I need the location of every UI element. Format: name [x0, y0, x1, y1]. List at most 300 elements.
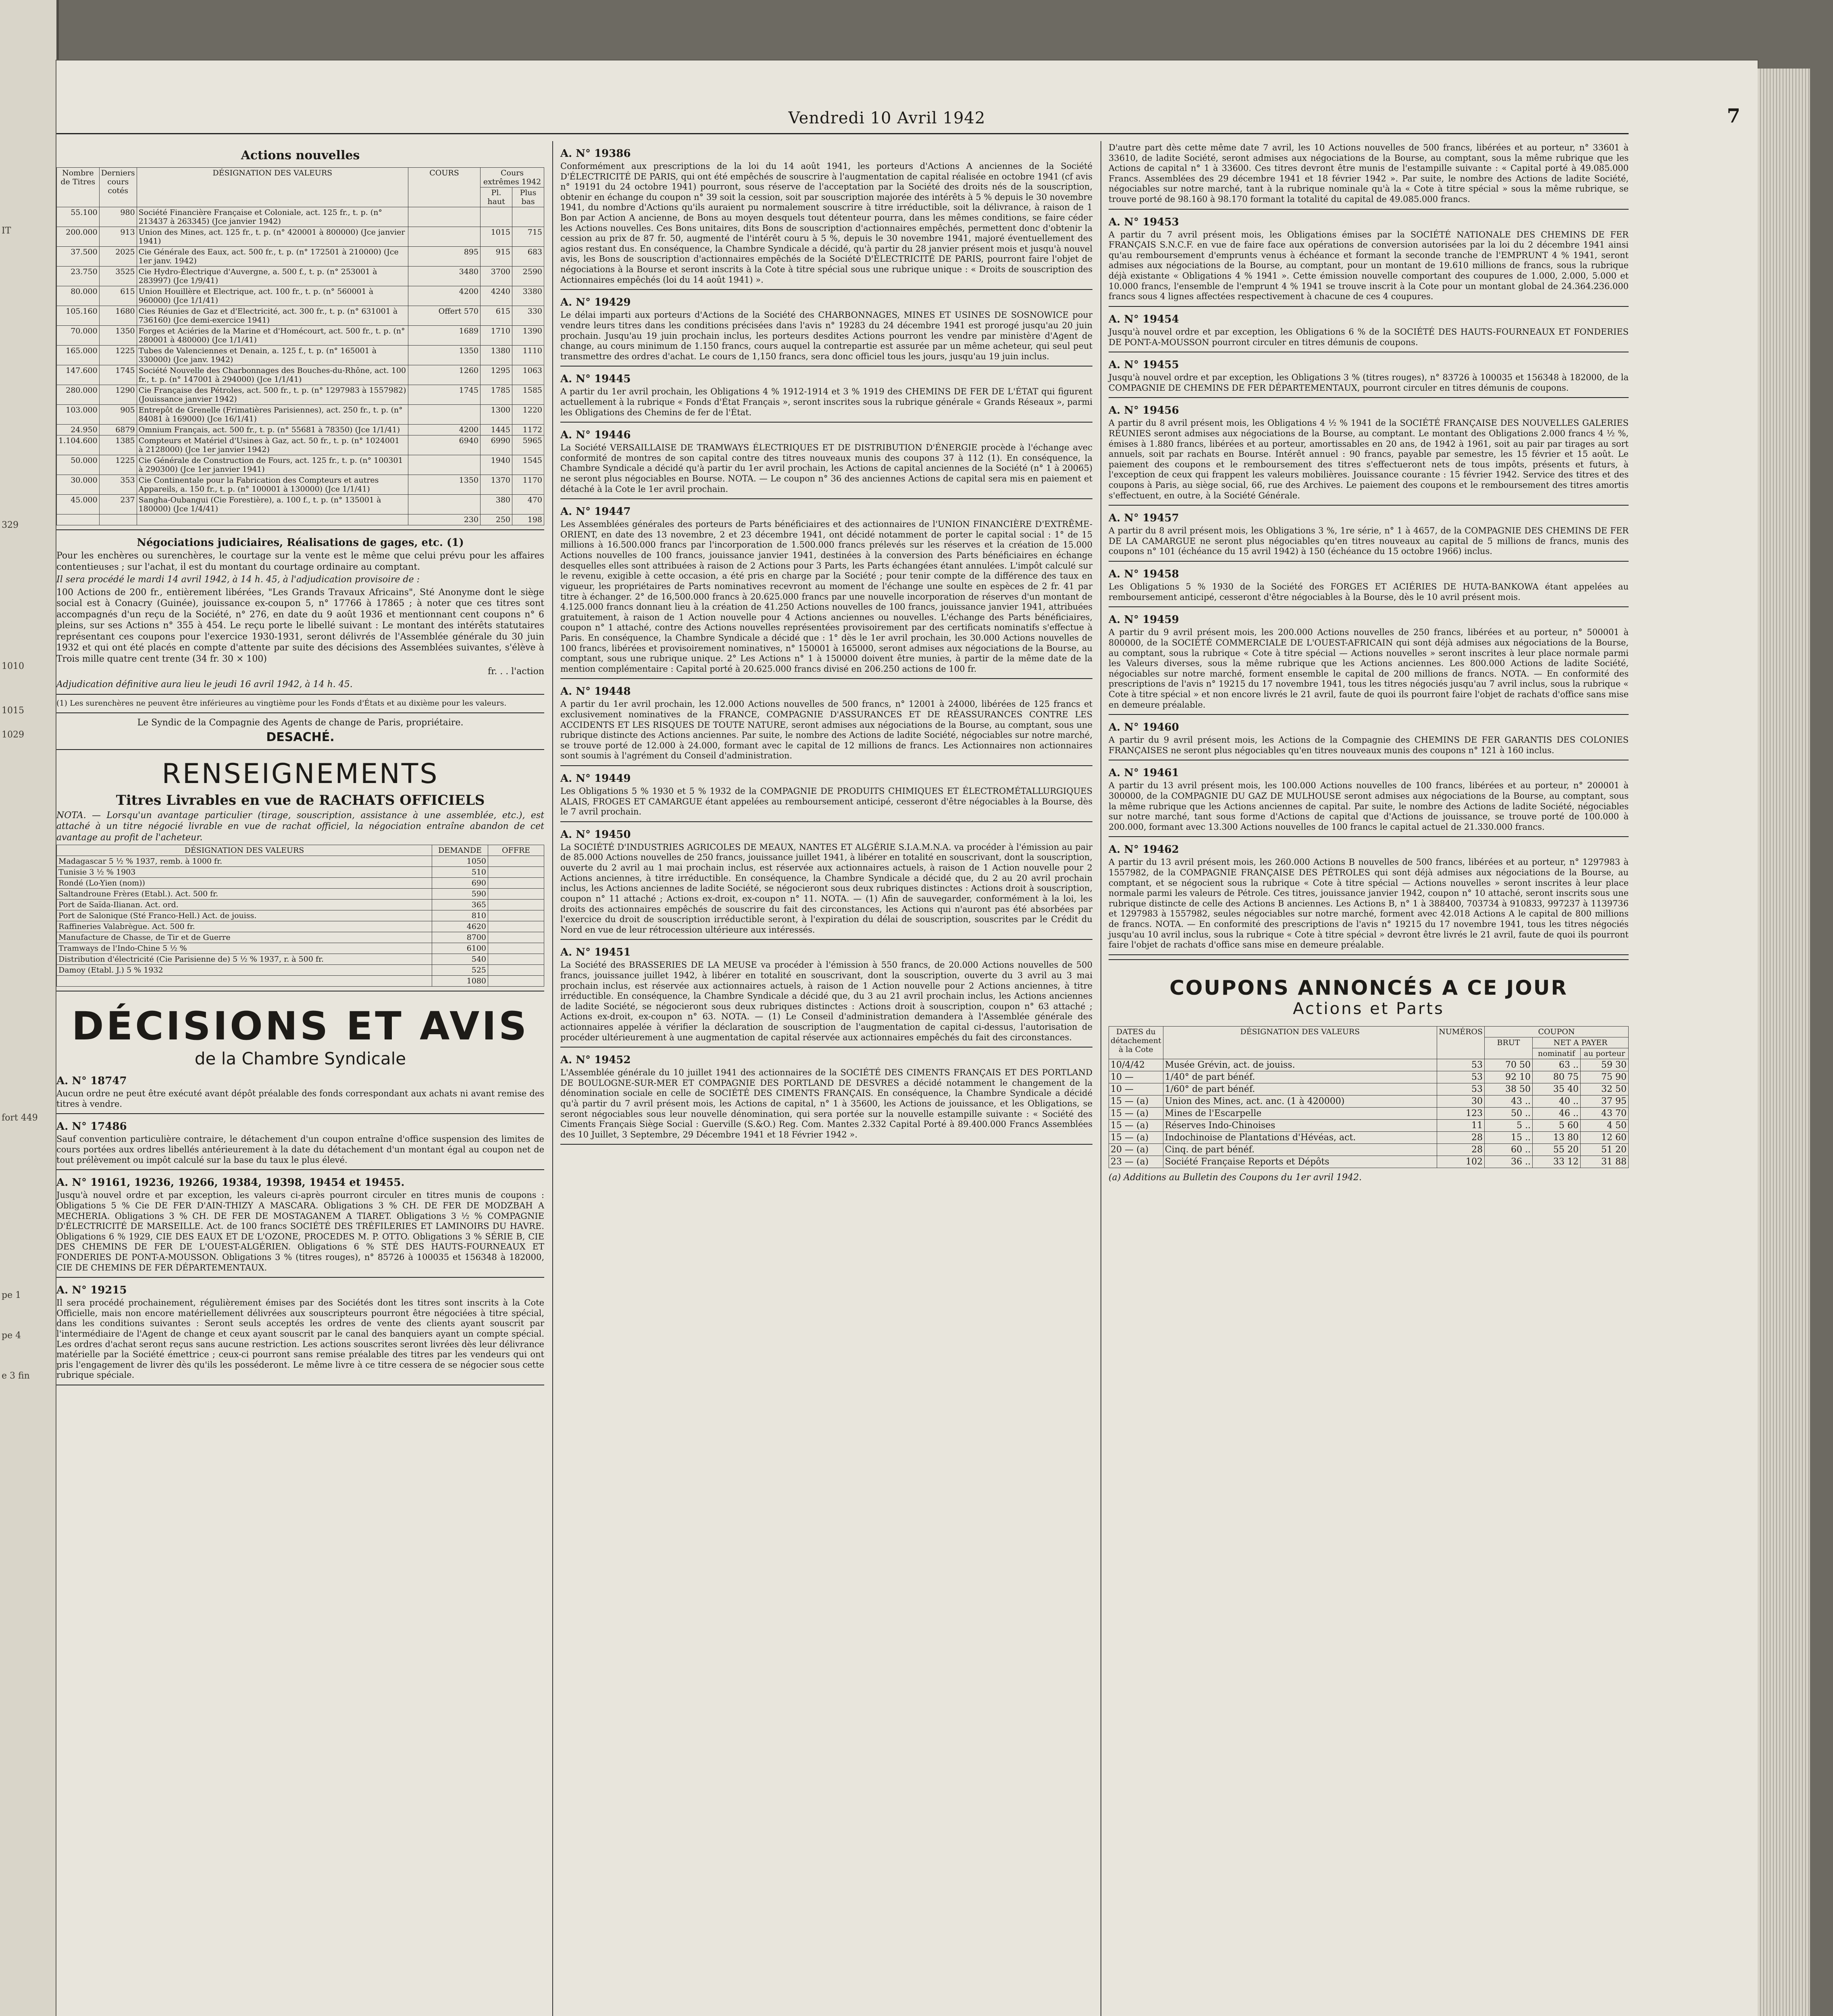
cell-titres [57, 514, 100, 525]
cell-bas: 1172 [512, 425, 544, 435]
table-row [57, 267, 544, 286]
cell-derniers: 1745 [99, 365, 137, 385]
cell-porteur: 75 90 [1581, 1071, 1629, 1083]
divider [560, 366, 1092, 367]
cell-titres: 105.160 [57, 306, 100, 326]
cell-derniers: 353 [99, 475, 137, 495]
cell-bas: 1063 [512, 365, 544, 385]
cell-derniers: 615 [99, 286, 137, 306]
cell-designation [137, 514, 408, 525]
cell-brut: 70 50 [1485, 1059, 1533, 1071]
cell-derniers: 1385 [99, 435, 137, 455]
table-row [57, 326, 544, 346]
notice-number: A. N° 19456 [1109, 404, 1179, 417]
table-row [1109, 1071, 1629, 1083]
left-page-fragment: pe 4 [2, 1331, 21, 1341]
cell-bas: 683 [512, 247, 544, 267]
col-header: NET A PAYER [1533, 1037, 1629, 1048]
notice-text: Jusqu'à nouvel ordre et par exception, les valeurs ci-après pourront circuler en titres munis de coupons : Obligations 5 % Cie DE FER D'AIN-THIZY A MASCARA. Obligations 3 % CH. DE FER DE MODZBAH A MECHERIA. Obligations 3 % CH. DE FER DE MOSTAGANEM A TIARET. Obligations 3 ½ % COMPAGNIE D'ÉLECTRICITÉ DE MARSEILLE. Act. de 100 francs SOCIÉTÉ DES TRÉFILERIES ET LAMINOIRS DU HAVRE. Obligations 6 % 1929, CIE DES EAUX ET DE L'OZONE, PROCEDES M. P. OTTO. Obligations 3 % SÉRIE B, CIE DES CHEMINS DE FER DE L'OUEST-ALGÉRIEN. Obligations 6 % STÉ DES HAUTS-FOURNEAUX ET FONDERIES DE PONT-A-MOUSSON. Obligations 3 % (titres rouges), n° 85726 à 100035 et 156348 à 182000, CIE DE CHEMINS DE FER DÉPARTEMENTAUX. [56, 1190, 544, 1272]
notice-text: A partir du 13 avril présent mois, les 260.000 Actions B nouvelles de 500 francs, libérées et au porteur, n° 1297983 à 1557982, de la COMPAGNIE FRANÇAISE DES PÉTROLES qui sont déjà admises aux négociations de la Bourse, au comptant, et se négocient sous la rubrique « Cote à titre spécial — Actions nouvelles » seront inscrites à leur place normale parmi les valeurs de Pétrole. Ces titres, jouissance janvier 1942, coupon n° 10 attaché, seront inscrits sous une rubrique distincte de celle des Actions B anciennes. Les Actions B, n° 1 à 388400, 703734 à 910833, 997237 à 1139736 et 1297983 à 1557982, seules négociables sur notre marché, forment avec 42.018 Actions A le capital de 800 millions de francs. NOTA. — En conformité des prescriptions de l'avis n° 19215 du 17 novembre 1941, tous les titres négociés jusqu'au 10 avril inclus, sous la rubrique « Cote à titre spécial » devront être livrés le 21 avril, faute de quoi ils pourront faire l'objet de rachats d'office sans mise en demeure préalable. [1109, 857, 1629, 950]
notice-number: A. N° 19161, 19236, 19266, 19384, 19398, 19454 et 19455. [56, 1177, 405, 1189]
column-3 [1109, 141, 1629, 1185]
notice [1109, 216, 1629, 307]
notice [1109, 143, 1629, 210]
left-page-fragment: pe 1 [2, 1290, 21, 1300]
cell-designation: Tunisie 3 ½ % 1903 [57, 867, 432, 878]
table-row [1109, 1083, 1629, 1095]
cell-bas: 5965 [512, 435, 544, 455]
table-row [57, 227, 544, 247]
cell-haut [481, 207, 512, 227]
cell-designation: Musée Grévin, act. de jouiss. [1163, 1059, 1437, 1071]
cell-titres: 70.000 [57, 326, 100, 346]
col-header: Derniers cours cotés [99, 168, 137, 207]
cell-nominatif: 13 80 [1533, 1131, 1581, 1143]
cell-designation: Société Financière Française et Coloniale, act. 125 fr., t. p. (n° 213437 à 263345) (Jce janvier 1942) [137, 207, 408, 227]
notice-text: A partir du 13 avril présent mois, les 100.000 Actions nouvelles de 100 francs, libérées et au porteur, n° 200001 à 300000, de la COMPAGNIE DU GAZ DE MULHOUSE seront admises aux négociations de la Bourse, au comptant, sous la même rubrique que les Actions anciennes de capital. Par suite, le nombre des Actions de ladite Société, négociables sur notre marché, tant sous forme d'Actions de capital que d'Actions de jouissance, se trouve porté de 100.000 à 200.000, formant avec 13.300 Actions nouvelles de 100 francs le capital actuel de 21.330.000 francs. [1109, 781, 1629, 832]
divider [560, 289, 1092, 290]
cell-porteur: 12 60 [1581, 1131, 1629, 1143]
cell-nominatif: 35 40 [1533, 1083, 1581, 1095]
cell-offre [488, 976, 544, 987]
column-1 [56, 141, 544, 1389]
table-row [57, 435, 544, 455]
cell-demande: 810 [432, 910, 488, 921]
cell-date: 15 — (a) [1109, 1095, 1163, 1107]
cell-titres: 200.000 [57, 227, 100, 247]
cell-demande: 690 [432, 878, 488, 889]
cell-haut: 6990 [481, 435, 512, 455]
table-row [57, 346, 544, 365]
cell-numero: 28 [1437, 1143, 1485, 1156]
table-row [57, 495, 544, 514]
cell-cours: 4200 [408, 286, 481, 306]
table-row [57, 286, 544, 306]
cell-titres: 37.500 [57, 247, 100, 267]
cell-brut: 15 .. [1485, 1131, 1533, 1143]
notice [1109, 404, 1629, 506]
cell-titres: 24.950 [57, 425, 100, 435]
cell-haut: 1295 [481, 365, 512, 385]
notice [1109, 359, 1629, 398]
cell-derniers: 905 [99, 405, 137, 425]
table-row [57, 475, 544, 495]
cell-brut: 38 50 [1485, 1083, 1533, 1095]
col-header: Nombre de Titres [57, 168, 100, 207]
renseignements-subtitle: Titres Livrables en vue de RACHATS OFFICIELS [116, 792, 485, 808]
table-row [1109, 1095, 1629, 1107]
notice-text: A partir du 1er avril prochain, les 12.000 Actions nouvelles de 500 francs, n° 12001 à 24000, libérées de 125 francs et exclusivement nominatives de la FRANCE, COMPAGNIE D'ASSURANCES ET DE RÉASSURANCES CONTRE LES ACCIDENTS ET LES RISQUES DE TOUTE NATURE, seront admises aux négociations de la Bourse, au comptant, sous une rubrique distincte des Actions anciennes. Par suite, le nombre des Actions de ladite Société, négociables sur notre marché, se trouve porté de 12.000 à 24.000, formant avec le capital de 12 millions de francs. Les Actionnaires non actionnaires sont soumis à l'agrément du Conseil d'administration. [560, 699, 1092, 761]
divider [1109, 836, 1629, 837]
cell-haut: 1015 [481, 227, 512, 247]
table-row [57, 867, 544, 878]
actions-nouvelles-table [56, 167, 544, 525]
table-row [57, 954, 544, 965]
notice-number: A. N° 19462 [1109, 843, 1179, 856]
divider [560, 422, 1092, 423]
cell-nominatif: 33 12 [1533, 1156, 1581, 1168]
cell-designation: Cie Française des Pétroles, act. 500 fr., t. p. (n° 1297983 à 1557982) (Jouissance janvier 1942) [137, 385, 408, 405]
cell-designation: 1/40° de part bénéf. [1163, 1071, 1437, 1083]
notice-text: A partir du 9 avril présent mois, les Actions de la Compagnie des CHEMINS DE FER GARANTIS DES COLONIES FRANÇAISES ne seront plus négociables qu'en titres nouveaux munis des coupons n° 121 à 160 inclus. [1109, 735, 1629, 755]
cell-cours [408, 405, 481, 425]
notice [1109, 767, 1629, 837]
cell-derniers: 1350 [99, 326, 137, 346]
cell-demande: 4620 [432, 921, 488, 932]
notice-number: A. N° 19454 [1109, 313, 1179, 325]
cell-titres: 147.600 [57, 365, 100, 385]
divider [56, 1169, 544, 1170]
cell-designation [57, 976, 432, 987]
col-header: nominatif [1533, 1048, 1581, 1059]
signature: DESACHÉ. [266, 730, 335, 745]
table-row [1109, 1156, 1629, 1168]
table-row [57, 965, 544, 976]
negociations-price: fr. . . l'action [487, 666, 544, 677]
cell-bas: 715 [512, 227, 544, 247]
notice-text: D'autre part dès cette même date 7 avril, les 10 Actions nouvelles de 500 francs, libérées et au porteur, n° 33601 à 33610, de ladite Société, seront admises aux négociations de la Bourse, au comptant, sous la même rubrique que les Actions de capital n° 1 à 33600. Ces titres devront être munis de l'estampille suivante : « Capital porté à 49.085.000 Francs. Assemblées des 29 décembre 1941 et 18 février 1942 ». Par suite, le nombre des Actions de ladite Société, négociables sur notre marché, tant à la rubrique nominale qu'à la « Cote à titre spécial » sous la même rubrique, se trouve porté de 98.160 à 98.170 formant la totalité du capital de 49.085.000 francs. [1109, 143, 1629, 204]
table-row [57, 455, 544, 475]
table-row [57, 976, 544, 987]
cell-bas: 330 [512, 306, 544, 326]
cell-designation: Forges et Aciéries de la Marine et d'Homécourt, act. 500 fr., t. p. (n° 280001 à 480000) (Jce 1/1/41) [137, 326, 408, 346]
cell-derniers: 1225 [99, 455, 137, 475]
notice-number: A. N° 19450 [560, 828, 631, 841]
notice-number: A. N° 19459 [1109, 614, 1179, 626]
notice [1109, 512, 1629, 562]
divider [56, 749, 544, 750]
rachats-table [56, 845, 544, 987]
notice [560, 829, 1092, 940]
left-page-fragment: 1010 [2, 661, 24, 671]
cell-porteur: 4 50 [1581, 1119, 1629, 1131]
cell-designation: Entrepôt de Grenelle (Frimatières Parisiennes), act. 250 fr., t. p. (n° 84081 à 169000) (Jce 16/1/41) [137, 405, 408, 425]
actions-nouvelles-title: Actions nouvelles [241, 148, 360, 162]
cell-numero: 102 [1437, 1156, 1485, 1168]
divider [1109, 606, 1629, 607]
left-page-fragment: 1029 [2, 730, 24, 740]
cell-demande: 1050 [432, 856, 488, 867]
notice [560, 1054, 1092, 1145]
notice [1109, 313, 1629, 352]
notice-number: A. N° 19215 [56, 1284, 127, 1297]
coupons-subtitle: Actions et Parts [1293, 999, 1444, 1018]
cell-designation: Cie Générale des Eaux, act. 500 fr., t. p. (n° 172501 à 210000) (Jce 1er janv. 1942) [137, 247, 408, 267]
cell-haut: 4240 [481, 286, 512, 306]
table-row [57, 405, 544, 425]
table-row [57, 856, 544, 867]
divider [56, 712, 544, 713]
cell-porteur: 31 88 [1581, 1156, 1629, 1168]
page-edges [1758, 69, 1810, 2016]
cell-haut: 1940 [481, 455, 512, 475]
notice [1109, 614, 1629, 715]
notice [1109, 568, 1629, 607]
left-page-fragment: fort 449 [2, 1113, 38, 1123]
cell-porteur: 43 70 [1581, 1107, 1629, 1119]
cell-titres: 30.000 [57, 475, 100, 495]
table-row [57, 514, 544, 525]
cell-titres: 55.100 [57, 207, 100, 227]
cell-derniers: 913 [99, 227, 137, 247]
cell-derniers [99, 514, 137, 525]
divider [1109, 959, 1629, 960]
cell-date: 10/4/42 [1109, 1059, 1163, 1071]
col-header: au porteur [1581, 1048, 1629, 1059]
cell-bas: 1585 [512, 385, 544, 405]
cell-designation: Saltandroune Frères (Etabl.). Act. 500 fr. [57, 889, 432, 900]
coupons-footnote: (a) Additions au Bulletin des Coupons du 1er avril 1942. [1109, 1172, 1362, 1183]
cell-nominatif: 46 .. [1533, 1107, 1581, 1119]
notice-number: A. N° 19446 [560, 429, 631, 442]
notice-number: A. N° 18747 [56, 1075, 127, 1087]
cell-designation: Cinq. de part bénéf. [1163, 1143, 1437, 1156]
table-row [1109, 1119, 1629, 1131]
cell-derniers: 2025 [99, 247, 137, 267]
divider [56, 529, 544, 530]
column-2 [560, 141, 1092, 1149]
notice [56, 1120, 544, 1170]
left-page-fragment: IT [2, 226, 11, 236]
cell-brut: 5 .. [1485, 1119, 1533, 1131]
cell-date: 23 — (a) [1109, 1156, 1163, 1168]
divider [560, 1047, 1092, 1048]
cell-cours: 6940 [408, 435, 481, 455]
cell-numero: 11 [1437, 1119, 1485, 1131]
cell-designation: Cies Réunies de Gaz et d'Electricité, act. 300 fr., t. p. (n° 631001 à 736160) (Jce demi-exercice 1941) [137, 306, 408, 326]
cell-nominatif: 5 60 [1533, 1119, 1581, 1131]
notice-text: A partir du 1er avril prochain, les Obligations 4 % 1912-1914 et 3 % 1919 des CHEMINS DE FER DE L'ÉTAT qui figurent actuellement à la rubrique « Fonds d'État Français », seront inscrites sous la rubrique générale « Grands Réseaux », parmi les Obligations des Chemins de fer de l'État. [560, 387, 1092, 417]
cell-cours: 1260 [408, 365, 481, 385]
divider [56, 1113, 544, 1114]
cell-demande: 1080 [432, 976, 488, 987]
cell-brut: 60 .. [1485, 1143, 1533, 1156]
cell-numero: 53 [1437, 1083, 1485, 1095]
divider [560, 939, 1092, 940]
cell-haut: 380 [481, 495, 512, 514]
cell-bas [512, 207, 544, 227]
cell-designation: Réserves Indo-Chinoises [1163, 1119, 1437, 1131]
notice-number: A. N° 19451 [560, 946, 631, 959]
cell-demande: 510 [432, 867, 488, 878]
col-header: BRUT [1485, 1037, 1533, 1059]
cell-offre [488, 932, 544, 943]
notice-text: La Société des BRASSERIES DE LA MEUSE va procéder à l'émission à 550 francs, de 20.000 Actions nouvelles de 500 francs, jouissance juillet 1942, à libérer en totalité en souscrivant, dont la souscription, ouverte du 3 avril au 3 mai prochain inclus, est réservée aux actionnaires actuels, à raison de 1 Action nouvelle pour 2 Actions anciennes, à titre irréductible. En conséquence, la Chambre Syndicale a décidé que, du 3 au 21 avril prochain inclus, les Actions anciennes de ladite Société, se négocieront sous deux rubriques distinctes : Actions droit à souscription, coupon n° 63 attaché ; Actions ex-droit, ex-coupon n° 63. NOTA. — (1) Le Conseil d'administration demandera à l'Assemblée générale des actionnaires appelée à vérifier la déclaration de souscription de l'augmentation de capital ci-dessus, l'autorisation de procéder ultérieurement à une augmentation de capital réservée aux actionnaires empêchés du fait des circonstances. [560, 960, 1092, 1042]
table-row [57, 365, 544, 385]
cell-derniers: 1225 [99, 346, 137, 365]
cell-cours [408, 495, 481, 514]
cell-demande: 525 [432, 965, 488, 976]
cell-designation: Union Houillère et Electrique, act. 100 fr., t. p. (n° 560001 à 960000) (Jce 1/1/41) [137, 286, 408, 306]
divider [56, 1277, 544, 1278]
cell-bas: 470 [512, 495, 544, 514]
negociations-adjudication: Adjudication définitive aura lieu le jeudi 16 avril 1942, à 14 h. 45. [56, 679, 353, 689]
col-header: COURS [408, 168, 481, 207]
cell-cours: 230 [408, 514, 481, 525]
divider [1109, 306, 1629, 307]
notice [560, 506, 1092, 679]
cell-cours: 3480 [408, 267, 481, 286]
notice [1109, 843, 1629, 955]
divider [1109, 714, 1629, 715]
left-page-fragment: 329 [2, 520, 19, 530]
table-row [57, 900, 544, 910]
cell-designation: Cie Générale de Construction de Fours, act. 125 fr., t. p. (n° 100301 à 290300) (Jce 1er janvier 1941) [137, 455, 408, 475]
divider [560, 678, 1092, 679]
notice-number: A. N° 19458 [1109, 568, 1179, 581]
col-header: OFFRE [488, 845, 544, 856]
notice [560, 148, 1092, 290]
cell-date: 10 — [1109, 1083, 1163, 1095]
cell-haut: 3700 [481, 267, 512, 286]
notice [560, 373, 1092, 423]
cell-designation: Société Nouvelle des Charbonnages des Bouches-du-Rhône, act. 100 fr., t. p. (n° 147001 à 294000) (Jce 1/1/41) [137, 365, 408, 385]
cell-designation: Compteurs et Matériel d'Usines à Gaz, act. 50 fr., t. p. (n° 1024001 à 2128000) (Jce 1er janvier 1942) [137, 435, 408, 455]
divider [1109, 954, 1629, 955]
notice [56, 1284, 544, 1385]
divider [1109, 209, 1629, 210]
col-header: DÉSIGNATION DES VALEURS [57, 845, 432, 856]
decisions-subtitle: de la Chambre Syndicale [194, 1049, 406, 1069]
cell-cours: 1689 [408, 326, 481, 346]
cell-cours [408, 207, 481, 227]
cell-designation: Manufacture de Chasse, de Tir et de Guerre [57, 932, 432, 943]
cell-nominatif: 40 .. [1533, 1095, 1581, 1107]
notice-number: A. N° 19455 [1109, 359, 1179, 371]
cell-designation: Port de Saïda-Ilianan. Act. ord. [57, 900, 432, 910]
notice [56, 1177, 544, 1278]
notice-text: Les Obligations 5 % 1930 et 5 % 1932 de la COMPAGNIE DE PRODUITS CHIMIQUES ET ÉLECTROMÉTALLURGIQUES ALAIS, FROGES ET CAMARGUE étant appelées au remboursement anticipé, cesseront d'être négociables à la Bourse, dès le 7 avril prochain. [560, 786, 1092, 817]
cell-offre [488, 965, 544, 976]
cell-offre [488, 889, 544, 900]
notice-number: A. N° 19386 [560, 148, 631, 160]
cell-cours: 1350 [408, 346, 481, 365]
negociations-line: Il sera procédé le mardi 14 avril 1942, à 14 h. 45, à l'adjudication provisoire de : [56, 575, 420, 585]
cell-designation: Rondé (Lo-Yien (nom)) [57, 878, 432, 889]
cell-titres: 80.000 [57, 286, 100, 306]
cell-date: 15 — (a) [1109, 1107, 1163, 1119]
cell-titres: 165.000 [57, 346, 100, 365]
notice-text: A partir du 8 avril présent mois, les Obligations 4 ½ % 1941 de la SOCIÉTÉ FRANÇAISE DES NOUVELLES GALERIES RÉUNIES seront admises aux négociations de la Bourse, au comptant. Le montant des Obligations 2.000 francs 4 ½ %, émises à 1.880 francs, libérées et au porteur, amortissables en 20 ans, de 1942 à 1961, soit au pair par tirages au sort annuels, soit par rachats en Bourse. Intérêt annuel : 90 francs, payable par semestre, les 15 février et 15 août. Le paiement des coupons et le remboursement des titres s'effectueront nets de tous impôts, présents et futurs, à l'exception de ceux qui frappent les valeurs mobilières. Jouissance courante : 15 février 1942. Service des titres et des coupons à Paris, au siège social, 66, rue des Archives. Le paiement des coupons et le remboursement des titres amortis s'effectuent, en outre, à la Société Générale. [1109, 418, 1629, 500]
notice-number: A. N° 19449 [560, 773, 631, 785]
col-header: Cours extrêmes 1942 [481, 168, 544, 187]
col-header: NUMÉROS [1437, 1026, 1485, 1059]
negociations-title: Négociations judiciaires, Réalisations de gages, etc. (1) [137, 537, 464, 549]
notice-number: A. N° 19448 [560, 685, 631, 698]
col-header: DÉSIGNATION DES VALEURS [1163, 1026, 1437, 1059]
notice-text: A partir du 7 avril présent mois, les Obligations émises par la SOCIÉTÉ NATIONALE DES CHEMINS DE FER FRANÇAIS S.N.C.F. en vue de faire face aux opérations de conversion autorisées par la loi du 2 décembre 1941 ainsi qu'au remboursement d'emprunts venus à échéance et formant la seconde tranche de l'EMPRUNT 4 % 1941, seront admises aux négociations de la Bourse, au comptant, pour un montant de 19.610 millions de francs, sous la rubrique déjà existante « Obligations 4 % 1941 ». Cette émission nouvelle comportant des coupures de 1.000, 2.000, 5.000 et 10.000 francs, l'ensemble de l'emprunt 4 % 1941 se trouve inscrit à la Cote pour un montant global de 24.364.236.000 francs sous 4 lignes affectées respectivement à chacune de ces 4 coupures. [1109, 229, 1629, 302]
column-divider [552, 141, 553, 2016]
cell-bas: 3380 [512, 286, 544, 306]
notice-text: Jusqu'à nouvel ordre et par exception, les Obligations 6 % de la SOCIÉTÉ DES HAUTS-FOURNEAUX ET FONDERIES DE PONT-A-MOUSSON pourront circuler en titres démunis de coupons. [1109, 327, 1629, 347]
col-header: DEMANDE [432, 845, 488, 856]
cell-date: 20 — (a) [1109, 1143, 1163, 1156]
cell-designation: 1/60° de part bénéf. [1163, 1083, 1437, 1095]
left-page-edge [0, 0, 59, 2016]
divider [560, 821, 1092, 822]
cell-date: 10 — [1109, 1071, 1163, 1083]
cell-haut: 1370 [481, 475, 512, 495]
notice [560, 685, 1092, 766]
cell-demande: 365 [432, 900, 488, 910]
cell-porteur: 51 20 [1581, 1143, 1629, 1156]
cell-designation: Société Française Reports et Dépôts [1163, 1156, 1437, 1168]
notice-number: A. N° 19452 [560, 1054, 631, 1066]
col-header: Pl. haut [481, 187, 512, 207]
notice-text: La Société VERSAILLAISE DE TRAMWAYS ÉLECTRIQUES ET DE DISTRIBUTION D'ÉNERGIE procède à l'échange avec conformité de montres de son capital contre des titres nouveaux munis des coupons 37 à 112 (1). En conséquence, la Chambre Syndicale a décidé qu'à partir du 1er avril prochain, les Actions de capital anciennes de la Société (n° 1 à 20065) ne seront plus négociables en Bourse. NOTA. — Le coupon n° 36 des anciennes Actions de capital sera mis en paiement et détaché à la Cote le 1er avril prochain. [560, 443, 1092, 494]
notice-text: Le délai imparti aux porteurs d'Actions de la Société des CHARBONNAGES, MINES ET USINES DE SOSNOWICE pour vendre leurs titres dans les conditions précisées dans l'avis n° 19283 du 24 décembre 1941 est prorogé jusqu'au 20 juin prochain. Jusqu'au 19 juin prochain inclus, les porteurs desdites Actions pourront les vendre par ministère d'Agent de change, au cours minimum de 1.150 francs, cours auquel la contrepartie est assurée par un même acheteur, qui seul peut transmettre des ordres d'achat. Le cours de 1,150 francs, sera donc officiel tous les jours, jusqu'au 19 juin inclus. [560, 310, 1092, 361]
decisions-notices [56, 1075, 544, 1385]
cell-bas: 1170 [512, 475, 544, 495]
cell-bas: 1220 [512, 405, 544, 425]
cell-offre [488, 910, 544, 921]
cell-offre [488, 878, 544, 889]
table-row [57, 306, 544, 326]
col-header: DATES du détachement à la Cote [1109, 1026, 1163, 1059]
table-row [57, 910, 544, 921]
cell-numero: 53 [1437, 1059, 1485, 1071]
cell-cours [408, 455, 481, 475]
cell-cours [408, 227, 481, 247]
notice [1109, 721, 1629, 760]
cell-derniers: 237 [99, 495, 137, 514]
cell-haut: 250 [481, 514, 512, 525]
cell-cours: 4200 [408, 425, 481, 435]
renseignements-note: NOTA. — Lorsqu'un avantage particulier (tirage, souscription, assistance à une assemblée, etc.), est attaché à un titre négocié livrable en vue de rachat officiel, la négociation entraîne abandon de cet avantage au profit de l'acheteur. [56, 810, 544, 843]
notice-text: A partir du 9 avril présent mois, les 200.000 Actions nouvelles de 250 francs, libérées et au porteur, n° 500001 à 800000, de la SOCIÉTÉ COMMERCIALE DE L'OUEST-AFRICAIN qui sont déjà admises aux négociations de la Bourse, au comptant, sous la rubrique « Cote à titre spécial — Actions nouvelles » seront inscrites à leur place normale parmi les Valeurs diverses, sous la même rubrique que les Actions anciennes. Les 800.000 Actions de ladite Société, négociables sur notre marché, forment ensemble le capital de 200 millions de francs. NOTA. — En conformité des prescriptions de l'avis n° 19215 du 17 novembre 1941, tous les titres négociés jusqu'au 7 avril inclus, sous la rubrique « Cote à titre spécial » et non encore livrés le 21 avril, faute de quoi ils pourront faire l'objet de rachats d'office sans mise en demeure préalable. [1109, 627, 1629, 710]
table-row [57, 425, 544, 435]
cell-numero: 123 [1437, 1107, 1485, 1119]
table-row [1109, 1107, 1629, 1119]
cell-designation: Tramways de l'Indo-Chine 5 ½ % [57, 943, 432, 954]
cell-designation: Port de Salonique (Sté Franco-Hell.) Act. de jouiss. [57, 910, 432, 921]
cell-haut: 1380 [481, 346, 512, 365]
notice-text: Aucun ordre ne peut être exécuté avant dépôt préalable des fonds correspondant aux achats ni avant remise des titres à vendre. [56, 1089, 544, 1109]
cell-designation: Cie Continentale pour la Fabrication des Compteurs et autres Appareils, a. 150 fr., t. p. (n° 100001 à 130000) (Jce 1/1/41) [137, 475, 408, 495]
decisions-title: DÉCISIONS ET AVIS [71, 1004, 529, 1049]
cell-bas: 1110 [512, 346, 544, 365]
cell-derniers: 1680 [99, 306, 137, 326]
cell-porteur: 32 50 [1581, 1083, 1629, 1095]
cell-cours: 1745 [408, 385, 481, 405]
running-head: Vendredi 10 Avril 1942 [788, 109, 986, 127]
notice-number: A. N° 17486 [56, 1120, 127, 1133]
cell-titres: 45.000 [57, 495, 100, 514]
cell-derniers: 980 [99, 207, 137, 227]
cell-derniers: 3525 [99, 267, 137, 286]
cell-offre [488, 856, 544, 867]
cell-numero: 28 [1437, 1131, 1485, 1143]
notice-text: Sauf convention particulière contraire, le détachement d'un coupon entraîne d'office suspension des limites de cours portées aux ordres libellés antérieurement à la date du détachement d'un montant égal au coupon net de tout prélèvement ou impôt calculé sur la base du taux le plus élevé. [56, 1134, 544, 1165]
column-3-notices [1109, 143, 1629, 955]
notice-number: A. N° 19447 [560, 506, 631, 518]
notice-text: Jusqu'à nouvel ordre et par exception, les Obligations 3 % (titres rouges), n° 83726 à 100035 et 156348 à 182000, de la COMPAGNIE DE CHEMINS DE FER DÉPARTEMENTAUX, pourront circuler en titres démunis de coupons. [1109, 373, 1629, 393]
divider [560, 1144, 1092, 1145]
syndic-line: Le Syndic de la Compagnie des Agents de change de Paris, propriétaire. [137, 717, 464, 728]
notice-number: A. N° 19445 [560, 373, 631, 385]
cell-brut: 36 .. [1485, 1156, 1533, 1168]
divider [1109, 561, 1629, 562]
cell-designation: Union des Mines, act. anc. (1 à 420000) [1163, 1095, 1437, 1107]
col-header: COUPON [1485, 1026, 1629, 1037]
notice [56, 1075, 544, 1114]
cell-haut: 915 [481, 247, 512, 267]
cell-brut: 92 10 [1485, 1071, 1533, 1083]
notice-number: A. N° 19457 [1109, 512, 1179, 525]
cell-offre [488, 954, 544, 965]
table-row [57, 889, 544, 900]
renseignements-title: RENSEIGNEMENTS [162, 758, 439, 790]
